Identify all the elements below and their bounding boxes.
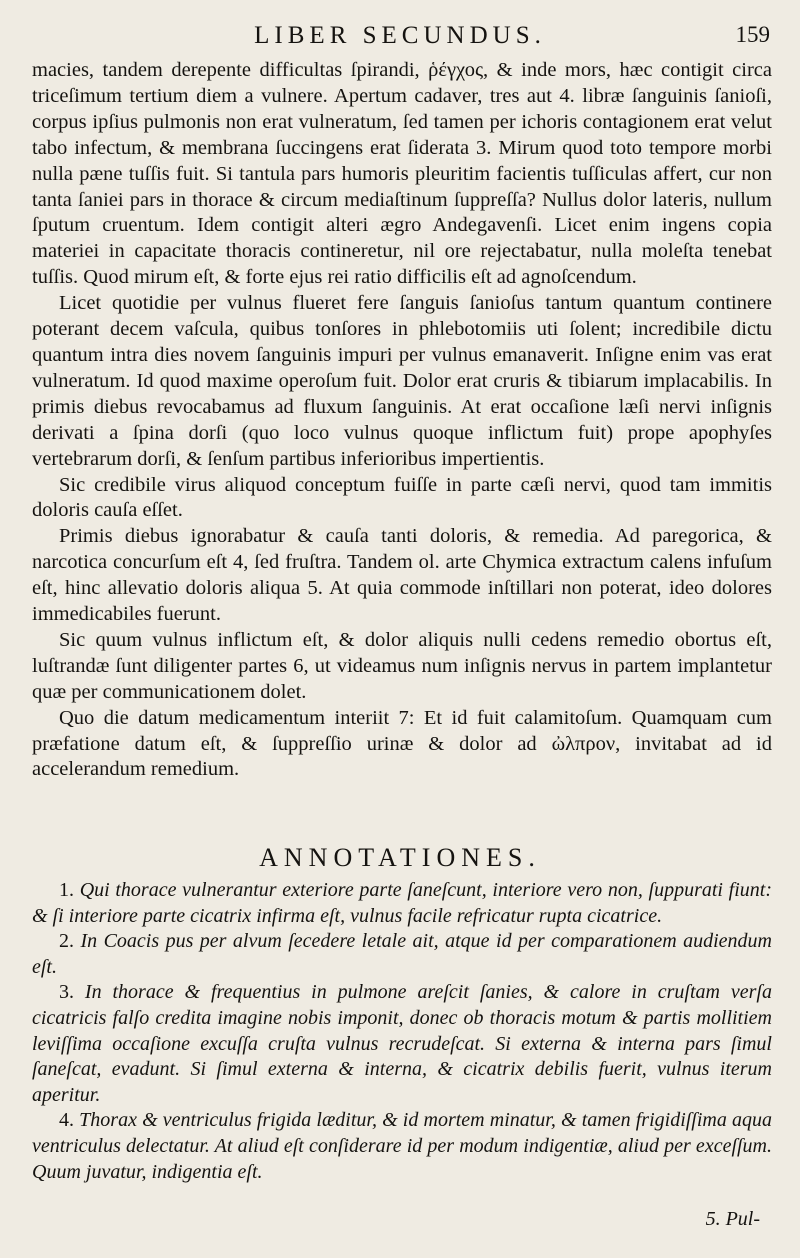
annotation-item [32, 1108, 772, 1185]
paragraph: Quo die datum medicamentum interiit 7: Et id fuit calamitoſum. Quamquam cum præfatione datum eſt, & ſuppreſſio urinæ & dolor ad ὠλπρον, invitabat ad id accelerandum remedium. [32, 706, 772, 781]
annotation-number: 2. [59, 930, 74, 953]
page-header [0, 18, 800, 54]
catchword: 5. Pul- [705, 1208, 760, 1230]
annotation-item [32, 980, 772, 1108]
annotation-text: Thorax & ventriculus frigida læditur, & id mortem minatur, & tamen frigidiſſima aqua ventriculus delectatur. At aliud eſt conſiderare id per modum indigentiæ, aliud per exceſſum. Quum juvatur, indigentia eſt. [32, 1109, 773, 1183]
paragraph: macies, tandem derepente difficultas ſpirandi, ῥέγχος, & inde mors, hæc contigit circa triceſimum tertium diem a vulnere. Apertum cadaver, tres aut 4. libræ ſanguinis ſanioſi, corpus ipſius pulmonis non erat vulneratum, ſed tamen per ichoris contagionem erat velut tabo infectum, & membrana ſuccingens erat ſiderata 3. Mirum quod toto tempore morbi nulla pæne tuſſis fuit. Si tantula pars humoris pleuritim facientis tuſſiculas affert, cur non tanta ſaniei pars in thorace & circum mediaſtinum ſuppreſſa? Nullus dolor lateris, nullum ſputum cruentum. Idem contigit alteri ægro Andegavenſi. Licet enim ingens copia materiei in capacitate thoracis contineretur, nil ore rejectabatur, nulla moleſta tenebat tuſſis. Quod mirum eſt, & forte ejus rei ratio difficilis eſt ad agnoſcendum. [32, 59, 772, 289]
main-text [32, 58, 772, 783]
annotation-text: In thorace & frequentius in pulmone areſcit ſanies, & calore in cruſtam verſa cicatricis falſo credita imagine nobis imponit, donec ob thoracis motum & partis mollitiem leviſſima occaſione excuſſa cruſta vulnus recrudeſcat. Si externa & interna pars ſimul ſaneſcat, evadunt. Si ſimul externa & interna, & cicatrix debilis fuerit, vulnus iterum aperitur. [32, 981, 772, 1106]
page-number: 159 [735, 22, 770, 47]
annotation-text: Qui thorace vulnerantur exteriore parte ſaneſcunt, interiore vero non, ſuppurati fiunt: & ſi interiore parte cicatrix infirma eſt, vulnus facile refricatur rupta cicatrice. [32, 879, 772, 927]
paragraph: Sic quum vulnus inflictum eſt, & dolor aliquis nulli cedens remedio obortus eſt, luſtrandæ ſunt diligenter partes 6, ut videamus num inſignis nervus in partem implantetur quæ per communicationem dolet. [32, 628, 772, 703]
annotation-item [32, 929, 772, 980]
annotation-text: In Coacis pus per alvum ſecedere letale ait, atque id per comparationem audiendum eſt. [32, 930, 772, 978]
annotation-number: 1. [59, 879, 74, 901]
annotation-number: 3. [59, 981, 74, 1004]
running-head: LIBER SECUNDUS. [254, 22, 546, 49]
paragraph: Licet quotidie per vulnus flueret fere ſanguis ſanioſus tantum quantum continere poterant decem vaſcula, quibus tonſores in phlebotomiis uti ſolent; incredibile dictu quantum intra dies novem ſanguinis impuri per vulnus emanaverit. Inſigne enim vas erat vulneratum. Id quod maxime operoſum fuit. Dolor erat cruris & tibiarum implacabilis. In primis diebus revocabamus ad fluxum ſanguinis. At erat occaſione læſi nervi inſignis derivati a ſpina dorſi (quo loco vulnus quoque inflictum fuit) prope apophyſes vertebrarum dorſi, & ſenſum partibus inferioribus impertientis. [32, 292, 772, 470]
annotations-list [32, 878, 772, 1185]
annotation-item [32, 878, 772, 929]
annotations-heading: ANNOTATIONES. [259, 843, 541, 872]
annotation-number: 4. [59, 1109, 74, 1132]
paragraph: Primis diebus ignorabatur & cauſa tanti doloris, & remedia. Ad paregorica, & narcotica concurſum eſt 4, ſed fruſtra. Tandem ol. arte Chymica extractum calens infuſum eſt, hinc allevatio doloris aliqua 5. At quia commode inſtillari non poterat, ideo dolores immedicabiles fuerunt. [32, 525, 772, 626]
paragraph: Sic credibile virus aliquod conceptum fuiſſe in parte cæſi nervi, quod tam immitis doloris cauſa eſſet. [32, 473, 772, 522]
